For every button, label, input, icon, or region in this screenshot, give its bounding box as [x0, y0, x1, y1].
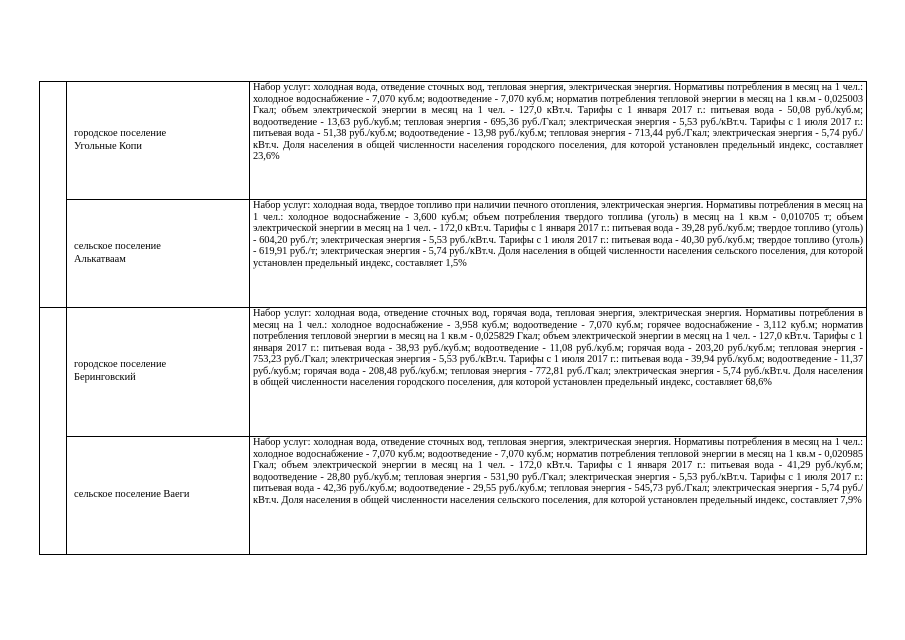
service-description-cell	[250, 437, 867, 555]
settlement-name: сельское поселение Ваеги	[74, 489, 190, 501]
service-description-cell	[250, 200, 867, 308]
document-page	[39, 81, 866, 555]
number-cell	[40, 308, 67, 555]
settlement-name: сельское поселение Алькатваам	[74, 240, 161, 265]
settlement-name: городское поселение Угольные Копи	[74, 127, 167, 152]
settlement-name: городское поселение Беринговский	[74, 359, 167, 383]
service-description: Набор услуг: холодная вода, отведение сточных вод, тепловая энергия, электрическая энергия. Нормативы потребления в месяц на 1 чел.: холодное водоснабжение - 7,070 куб.м; водоотведение - 7,070 куб.м; норматив потребления тепловой энергии в месяц на 1 кв.м - 0,020985 Гкал; объем электрической энергии в месяц на 1 чел. - 172,0 кВт.ч. Тарифы с 1 января 2017 г.: питьевая вода - 41,29 руб./куб.м; водоотведение - 28,80 руб./куб.м; тепловая энергия - 531,90 руб./Гкал; электрическая энергия - 5,53 руб./кВт.ч. Тарифы с 1 июля 2017 г.: питьевая вода - 42,36 руб./куб.м; водоотведение - 29,55 руб./куб.м; тепловая энергия - 545,73 руб./Гкал; электрическая энергия - 5,74 руб./кВт.ч. Доля населения в общей численности населения сельского поселения, для которой установлен предельный индекс, составляет 7,9%	[253, 437, 863, 506]
service-description: Набор услуг: холодная вода, отведение сточных вод, тепловая энергия, электрическая энергия. Нормативы потребления в месяц на 1 чел.: холодное водоснабжение - 7,070 куб.м; водоотведение - 7,070 куб.м; норматив потребления тепловой энергии в месяц на 1 кв.м - 0,025003 Гкал; объем электрической энергии в месяц на 1 чел. - 127,0 кВт.ч. Тарифы с 1 января 2017 г.: питьевая вода - 50,08 руб./куб.м; водоотведение - 13,63 руб./куб.м; тепловая энергия - 695,36 руб./Гкал; электрическая энергия - 5,53 руб./кВт.ч. Тарифы с 1 июля 2017 г.: питьевая вода - 51,38 руб./куб.м; водоотведение - 13,98 руб./куб.м; тепловая энергия - 713,44 руб./Гкал; электрическая энергия - 5,74 руб./кВт.ч. Доля населения в общей численности населения городского поселения, для которой установлен предельный индекс, составляет 23,6%	[253, 82, 863, 163]
service-description-cell	[250, 82, 867, 200]
table-row	[40, 200, 867, 308]
service-description: Набор услуг: холодная вода, твердое топливо при наличии печного отопления, электрическая энергия. Нормативы потребления в месяц на 1 чел.: холодное водоснабжение - 3,600 куб.м; объем потребления твердого топлива (уголь) в месяц на 1 кв.м - 0,010705 т; объем электрической энергии в месяц на 1 чел. - 172,0 кВт.ч. Тарифы с 1 января 2017 г.: питьевая вода - 39,28 руб./куб.м; твердое топливо (уголь) - 604,20 руб./т; электрическая энергия - 5,53 руб./кВт.ч. Тарифы с 1 июля 2017 г.: питьевая вода - 40,30 руб./куб.м; твердое топливо (уголь) - 619,91 руб./т; электрическая энергия - 5,74 руб./кВт.ч. Доля населения в общей численности населения сельского поселения, для которой установлен предельный индекс, составляет 1,5%	[253, 200, 863, 269]
settlement-name-cell	[67, 200, 250, 308]
settlement-name-cell	[67, 437, 250, 555]
tariff-table	[39, 81, 867, 555]
table-row	[40, 437, 867, 555]
settlement-name-cell	[67, 308, 250, 437]
service-description-cell	[250, 308, 867, 437]
table-row	[40, 82, 867, 200]
settlement-name-cell	[67, 82, 250, 200]
table-row	[40, 308, 867, 437]
service-description: Набор услуг: холодная вода, отведение сточных вод, горячая вода, тепловая энергия, электрическая энергия. Нормативы потребления в месяц на 1 чел.: холодное водоснабжение - 3,958 куб.м; водоотведение - 7,070 куб.м; горячее водоснабжение - 3,112 куб.м; норматив потребления тепловой энергии в месяц на 1 кв.м - 0,025829 Гкал; объем электрической энергии в месяц на 1 чел. - 127,0 кВт.ч. Тарифы с 1 января 2017 г.: питьевая вода - 38,93 руб./куб.м; водоотведение - 11,08 руб./куб.м; горячая вода - 203,20 руб./куб.м; тепловая энергия - 753,23 руб./Гкал; электрическая энергия - 5,53 руб./кВт.ч. Тарифы с 1 июля 2017 г.: питьевая вода - 39,94 руб./куб.м; водоотведение - 11,37 руб./куб.м; горячая вода - 208,48 руб./куб.м; тепловая энергия - 772,81 руб./Гкал; электрическая энергия - 5,74 руб./кВт.ч. Доля населения в общей численности населения городского поселения, для которой установлен предельный индекс, составляет 68,6%	[253, 308, 863, 389]
number-cell	[40, 82, 67, 308]
